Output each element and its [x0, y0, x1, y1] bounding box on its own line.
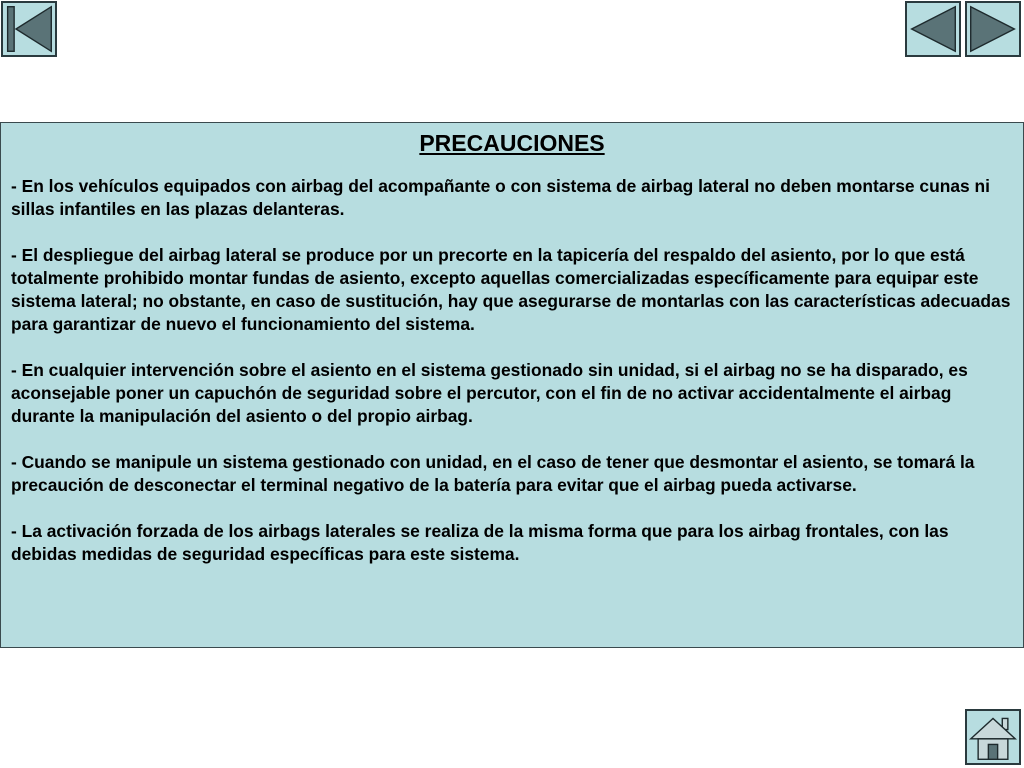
precautions-panel	[0, 122, 1024, 648]
paragraph: - Cuando se manipule un sistema gestionado con unidad, en el caso de tener que desmontar el asiento, se tomará la precaución de desconectar el terminal negativo de la batería para evitar que el airbag pueda activarse.	[11, 452, 975, 495]
previous-slide-button[interactable]	[905, 1, 961, 57]
paragraph: - El despliegue del airbag lateral se produce por un precorte en la tapicería del respaldo del asiento, por lo que está totalmente prohibido montar fundas de asiento, excepto aquellas comercializadas específicamente para equipar este sistema lateral; no obstante, en caso de sustitución, hay que asegurarse de montarlas con las características adecuadas para garantizar de nuevo el funcionamiento del sistema.	[11, 245, 1011, 334]
paragraph: - En los vehículos equipados con airbag del acompañante o con sistema de airbag lateral no deben montarse cunas ni sillas infantiles en las plazas delanteras.	[11, 176, 990, 219]
skip-to-first-icon	[3, 3, 55, 55]
triangle-right-icon	[967, 3, 1019, 55]
paragraph: - En cualquier intervención sobre el asiento en el sistema gestionado sin unidad, si el airbag no se ha disparado, es aconsejable poner un capuchón de seguridad sobre el percutor, con el fin de no activar accidentalmente el airbag durante la manipulación del asiento o del propio airbag.	[11, 360, 968, 426]
first-slide-button[interactable]	[1, 1, 57, 57]
page-title: PRECAUCIONES	[419, 130, 605, 156]
paragraph: - La activación forzada de los airbags laterales se realiza de la misma forma que para los airbag frontales, con las debidas medidas de seguridad específicas para este sistema.	[11, 521, 949, 564]
home-button[interactable]	[965, 709, 1021, 765]
triangle-left-icon	[907, 3, 959, 55]
home-icon	[967, 711, 1019, 763]
next-slide-button[interactable]	[965, 1, 1021, 57]
